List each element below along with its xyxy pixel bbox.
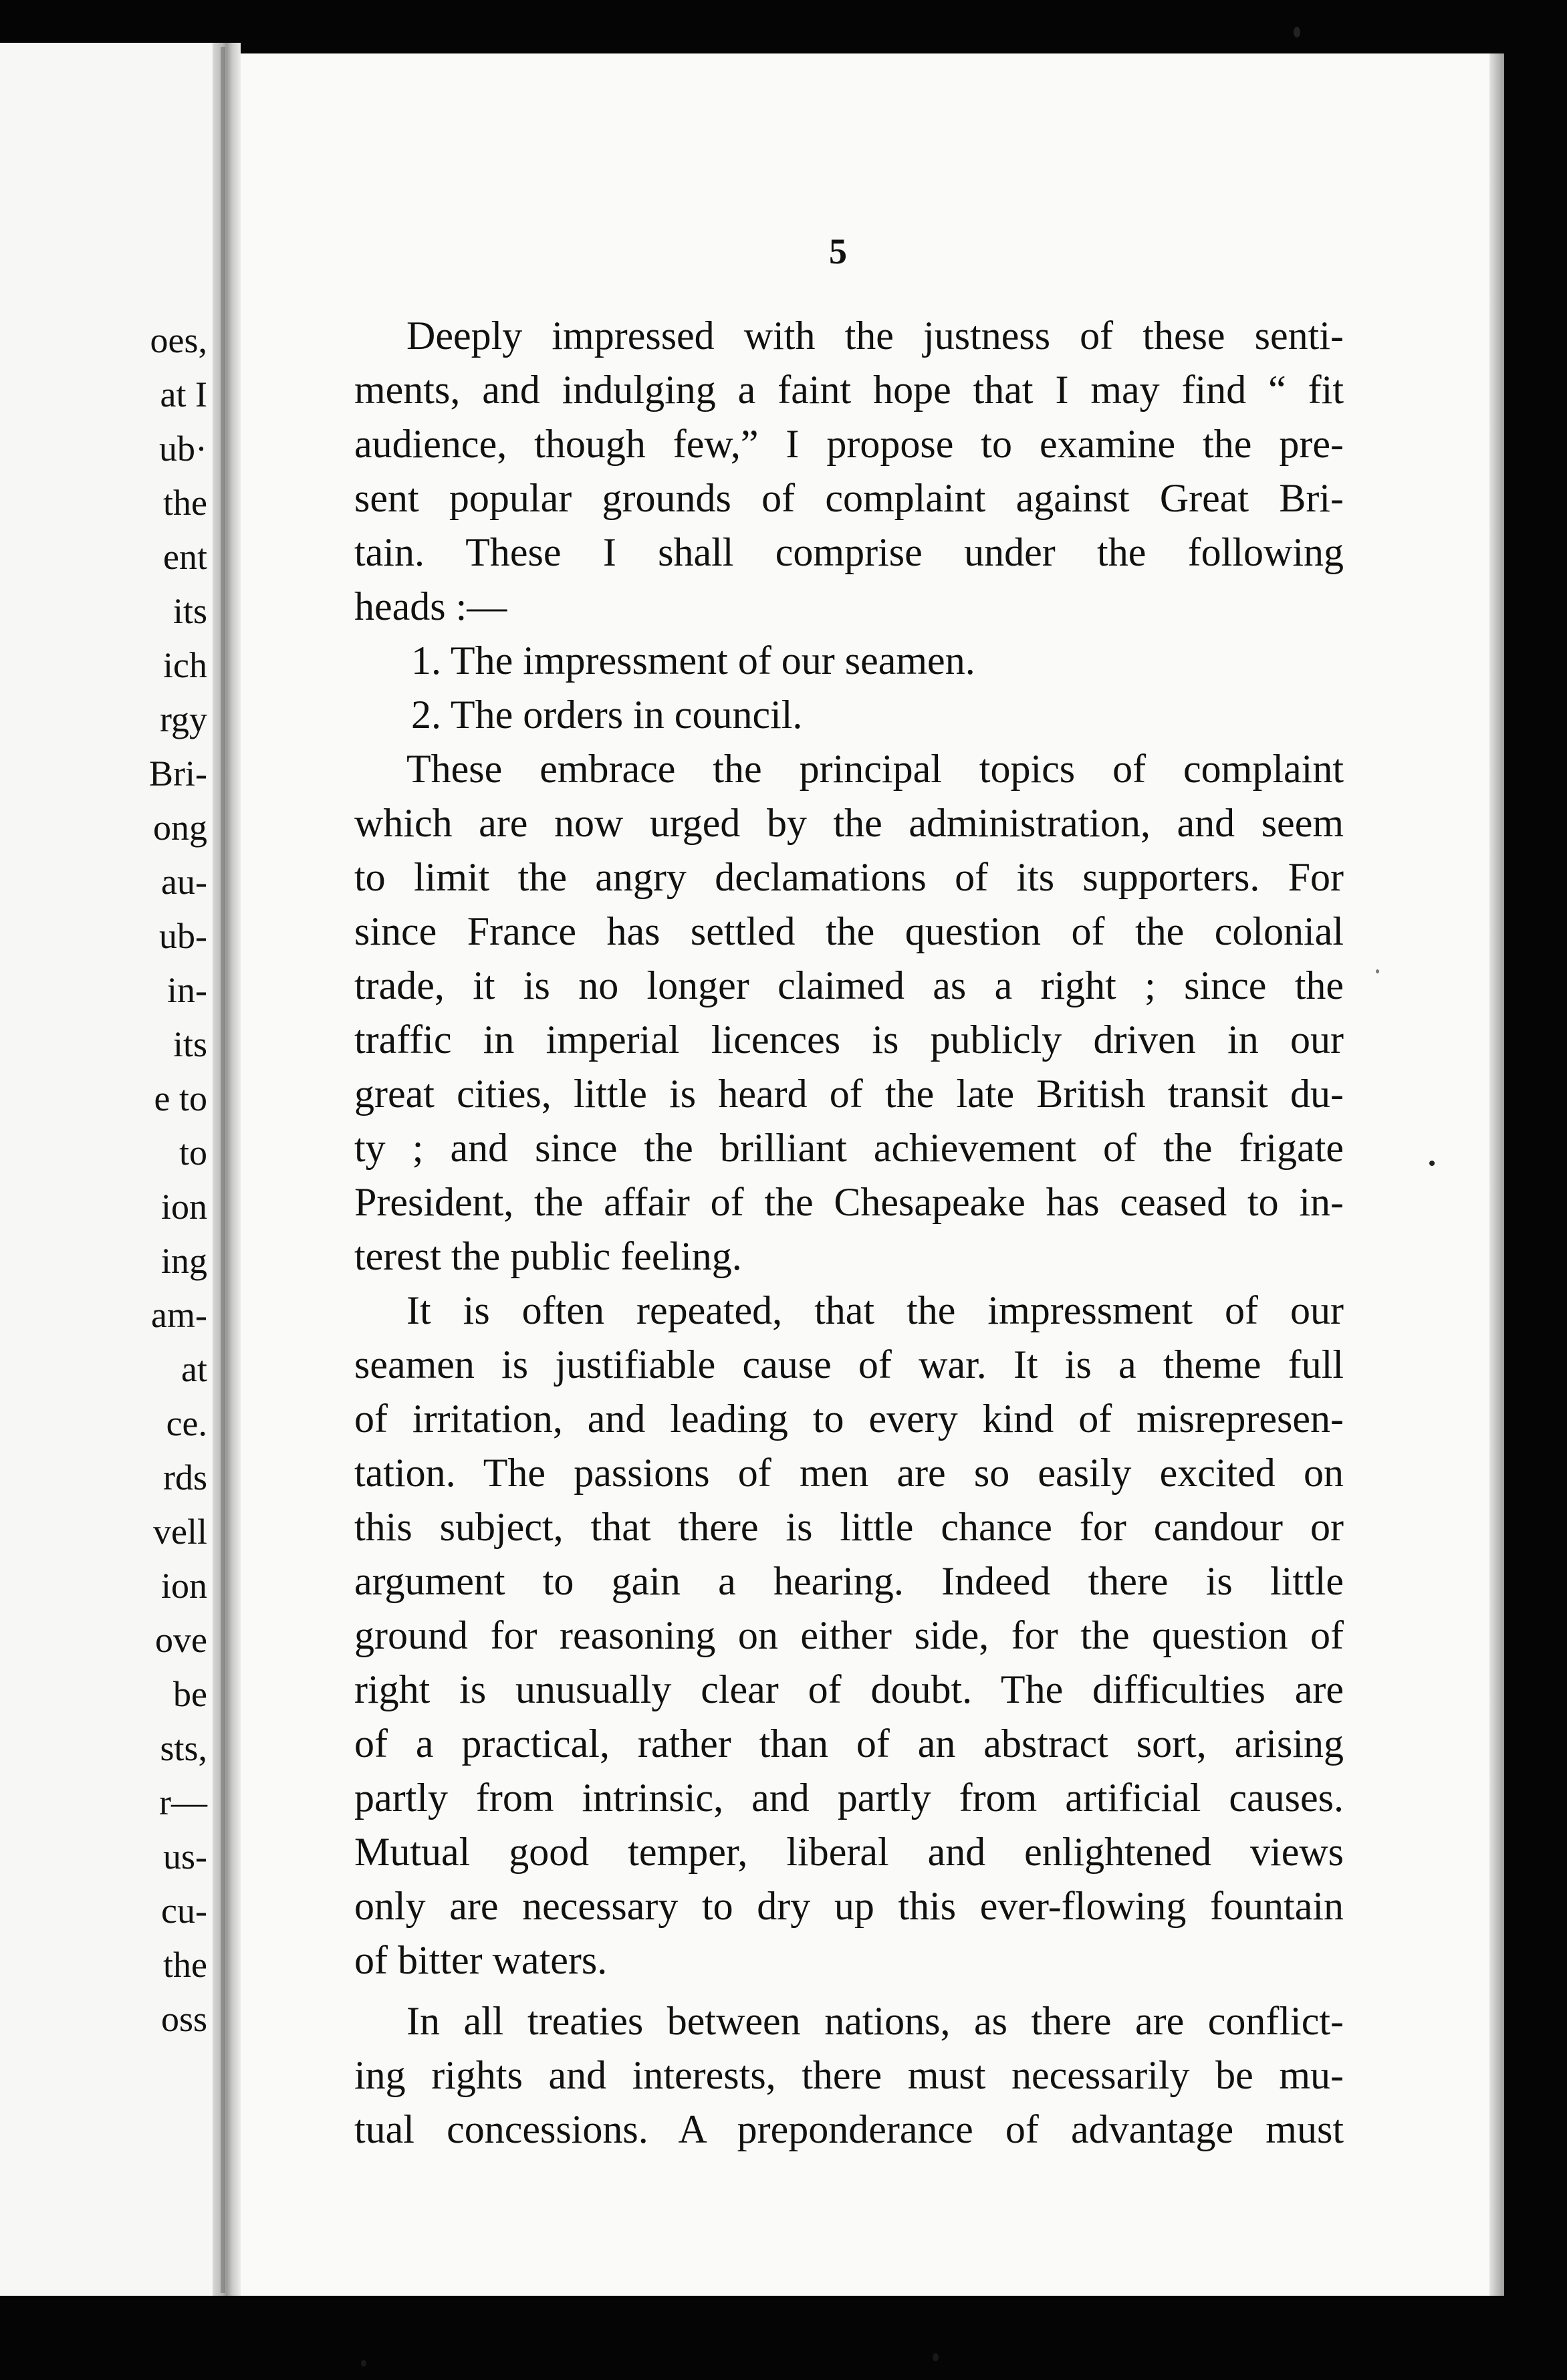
left-fragment: ong bbox=[153, 808, 207, 848]
text-line: of bitter waters. bbox=[354, 1938, 608, 1982]
text-line: audience, though few,” I propose to examine the pre- bbox=[354, 422, 1344, 466]
text-line: since France has settled the question of the colonial bbox=[354, 909, 1344, 953]
left-fragment: ub· bbox=[159, 429, 207, 469]
text-line: ty ; and since the brilliant achievement of the frigate bbox=[354, 1126, 1344, 1170]
text-line: right is unusually clear of doubt. The difficulties are bbox=[354, 1667, 1344, 1711]
text-line: terest the public feeling. bbox=[354, 1234, 742, 1278]
list-item: 1. The impressment of our seamen. bbox=[411, 638, 975, 683]
scan-speck bbox=[933, 2353, 939, 2361]
left-fragment: to bbox=[178, 1133, 207, 1173]
left-fragment: vell bbox=[153, 1512, 207, 1552]
text-line: Mutual good temper, liberal and enlightened views bbox=[354, 1830, 1344, 1874]
left-fragment: rds bbox=[163, 1457, 207, 1498]
left-fragment: ing bbox=[160, 1241, 207, 1281]
list-item: 2. The orders in council. bbox=[411, 693, 803, 737]
text-line: of a practical, rather than of an abstract sort, arising bbox=[354, 1721, 1344, 1766]
text-line: ing rights and interests, there must necessarily be mu- bbox=[354, 2053, 1344, 2097]
scan-speck bbox=[1429, 1161, 1435, 1166]
text-line: great cities, little is heard of the late British transit du- bbox=[354, 1072, 1344, 1116]
left-fragment: be bbox=[173, 1674, 207, 1714]
left-fragment: ub- bbox=[159, 916, 207, 956]
text-line: In all treaties between nations, as there are conflict- bbox=[406, 1999, 1344, 2043]
left-fragment: ce. bbox=[166, 1403, 207, 1443]
book-gutter bbox=[213, 43, 241, 2296]
text-line: which are now urged by the administration, and seem bbox=[354, 801, 1344, 845]
text-line: tation. The passions of men are so easily excited on bbox=[354, 1451, 1344, 1495]
left-fragment: am- bbox=[151, 1295, 207, 1335]
text-line: of irritation, and leading to every kind of misrepresen- bbox=[354, 1397, 1344, 1441]
text-line: this subject, that there is little chance for candour or bbox=[354, 1505, 1344, 1549]
text-line: argument to gain a hearing. Indeed there is little bbox=[354, 1559, 1344, 1603]
page-body-text bbox=[354, 309, 1344, 2157]
text-line: tual concessions. A preponderance of advantage must bbox=[354, 2107, 1344, 2151]
text-line: ground for reasoning on either side, for the question of bbox=[354, 1613, 1344, 1657]
scan-speck bbox=[1294, 27, 1300, 37]
left-fragment: at I bbox=[160, 374, 207, 414]
left-fragment: ove bbox=[155, 1620, 207, 1660]
text-line: to limit the angry declamations of its supporters. For bbox=[354, 855, 1344, 899]
left-fragment: au- bbox=[161, 862, 207, 902]
left-fragment: ion bbox=[160, 1187, 207, 1227]
text-line: only are necessary to dry up this ever-flowing fountain bbox=[354, 1884, 1344, 1928]
left-fragment: its bbox=[172, 1024, 207, 1064]
text-line: seamen is justifiable cause of war. It is a theme full bbox=[354, 1342, 1344, 1387]
left-fragment: the bbox=[163, 1945, 207, 1985]
left-fragment: its bbox=[172, 591, 207, 631]
left-fragment: r— bbox=[159, 1782, 207, 1822]
page-number: 5 bbox=[829, 231, 847, 271]
text-line: traffic in imperial licences is publicly driven in our bbox=[354, 1018, 1344, 1062]
left-fragment: us- bbox=[163, 1836, 207, 1877]
text-line: partly from intrinsic, and partly from artificial causes. bbox=[354, 1776, 1344, 1820]
scan-speck bbox=[1376, 969, 1379, 973]
left-fragment: cu- bbox=[161, 1891, 207, 1931]
left-fragment: oss bbox=[160, 1999, 207, 2039]
text-line: heads :— bbox=[354, 584, 507, 628]
gutter-shadow bbox=[221, 47, 225, 2293]
left-fragment: sts, bbox=[160, 1728, 207, 1768]
left-fragment: oes, bbox=[150, 320, 207, 360]
left-fragment: ent bbox=[163, 537, 207, 577]
left-fragment: the bbox=[163, 483, 207, 523]
left-fragment: rgy bbox=[159, 699, 207, 739]
scan-speck bbox=[361, 2360, 366, 2367]
text-line: Deeply impressed with the justness of these senti- bbox=[406, 314, 1344, 358]
page-edge-shadow bbox=[1489, 53, 1504, 2296]
left-fragment: in- bbox=[167, 970, 207, 1010]
left-fragment: ion bbox=[160, 1566, 207, 1606]
text-line: sent popular grounds of complaint against Great Bri- bbox=[354, 476, 1344, 520]
left-fragment: at bbox=[181, 1349, 207, 1389]
text-line: President, the affair of the Chesapeake has ceased to in- bbox=[354, 1180, 1344, 1224]
left-facing-page bbox=[0, 43, 213, 2296]
left-fragment: e to bbox=[154, 1078, 207, 1118]
text-line: These embrace the principal topics of complaint bbox=[406, 747, 1344, 791]
text-line: It is often repeated, that the impressment of our bbox=[406, 1288, 1344, 1332]
text-line: tain. These I shall comprise under the following bbox=[354, 530, 1344, 574]
left-fragment: ich bbox=[163, 645, 207, 685]
text-line: ments, and indulging a faint hope that I may find “ fit bbox=[354, 368, 1344, 412]
left-fragment: Bri- bbox=[149, 753, 207, 794]
left-page-text-fragments bbox=[7, 314, 207, 2046]
text-line: trade, it is no longer claimed as a right ; since the bbox=[354, 963, 1344, 1007]
